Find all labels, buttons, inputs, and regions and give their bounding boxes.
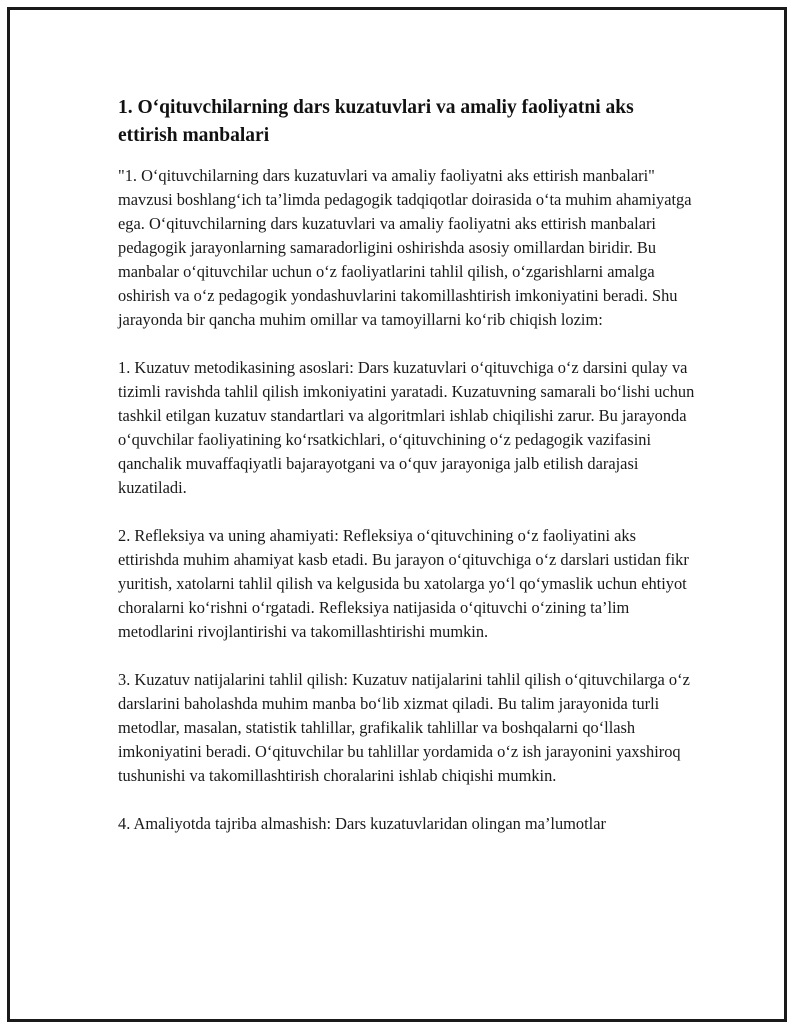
paragraph-reflection: 2. Refleksiya va uning ahamiyati: Refleksiya o‘qituvchining o‘z faoliyatini aks ettirishda muhim ahamiyat kasb etadi. Bu jarayon o‘qituvchiga o‘z darslari ustidan fikr yuritish, xatolarni tahlil qilish va kelgusida bu xatolarga yo‘l qo‘ymaslik uchun ehtiyot choralarni ko‘rishni o‘rgatadi. Refleksiya natijasida o‘qituvchi o‘zining ta’lim metodlarini rivojlantirishi va takomillashtirishi mumkin. xyxy=(118,526,689,641)
paragraph-observation-methodology: 1. Kuzatuv metodikasining asoslari: Dars kuzatuvlari o‘qituvchiga o‘z darsini qulay va tizimli ravishda tahlil qilish imkoniyatini yaratadi. Kuzatuvning samarali bo‘lishi uchun tashkil etilgan kuzatuv standartlari va algoritmlari ishlab chiqilishi zarur. Bu jarayonda o‘quvchilar faoliyatining ko‘rsatkichlari, o‘qituvchining o‘z pedagogik vazifasini qanchalik muvaffaqiyatli bajarayotgani va o‘quv jarayoniga jalb etilish darajasi kuzatiladi. xyxy=(118,358,695,497)
paragraph-analysis: 3. Kuzatuv natijalarini tahlil qilish: Kuzatuv natijalarini tahlil qilish o‘qituvchilarga o‘z darslarini baholashda muhim manba bo‘lib xizmat qiladi. Bu talim jarayonida turli metodlar, masalan, statistik tahlillar, grafikalik tahlillar va boshqalarni qo‘llash imkoniyatini beradi. O‘qituvchilar bu tahlillar yordamida o‘z ish jarayonini yaxshiroq tushunishi va takomillashtirish choralarini ishlab chiqishi mumkin. xyxy=(118,670,690,785)
document-title: 1. O‘qituvchilarning dars kuzatuvlari va amaliy faoliyatni aks ettirish manbalari xyxy=(118,97,634,146)
paragraph-experience-sharing: 4. Amaliyotda tajriba almashish: Dars kuzatuvlaridan olingan ma’lumotlar xyxy=(118,814,606,833)
paragraph-intro: "1. O‘qituvchilarning dars kuzatuvlari va amaliy faoliyatni aks ettirish manbalari" mavzusi boshlang‘ich ta’limda pedagogik tadqiqotlar doirasida o‘ta muhim ahamiyatga ega. O‘qituvchilarning dars kuzatuvlari va amaliy faoliyatni aks ettirish manbalari pedagogik jarayonlarning samaradorligini oshirishda asosiy omillardan biridir. Bu manbalar o‘qituvchilar uchun o‘z faoliyatlarini tahlil qilish, o‘zgarishlarni amalga oshirish va o‘z pedagogik yondashuvlarini takomillashtirish imkoniyatini beradi. Shu jarayonda bir qancha muhim omillar va tamoyillarni ko‘rib chiqish lozim: xyxy=(118,166,692,329)
document-body xyxy=(118,94,698,860)
